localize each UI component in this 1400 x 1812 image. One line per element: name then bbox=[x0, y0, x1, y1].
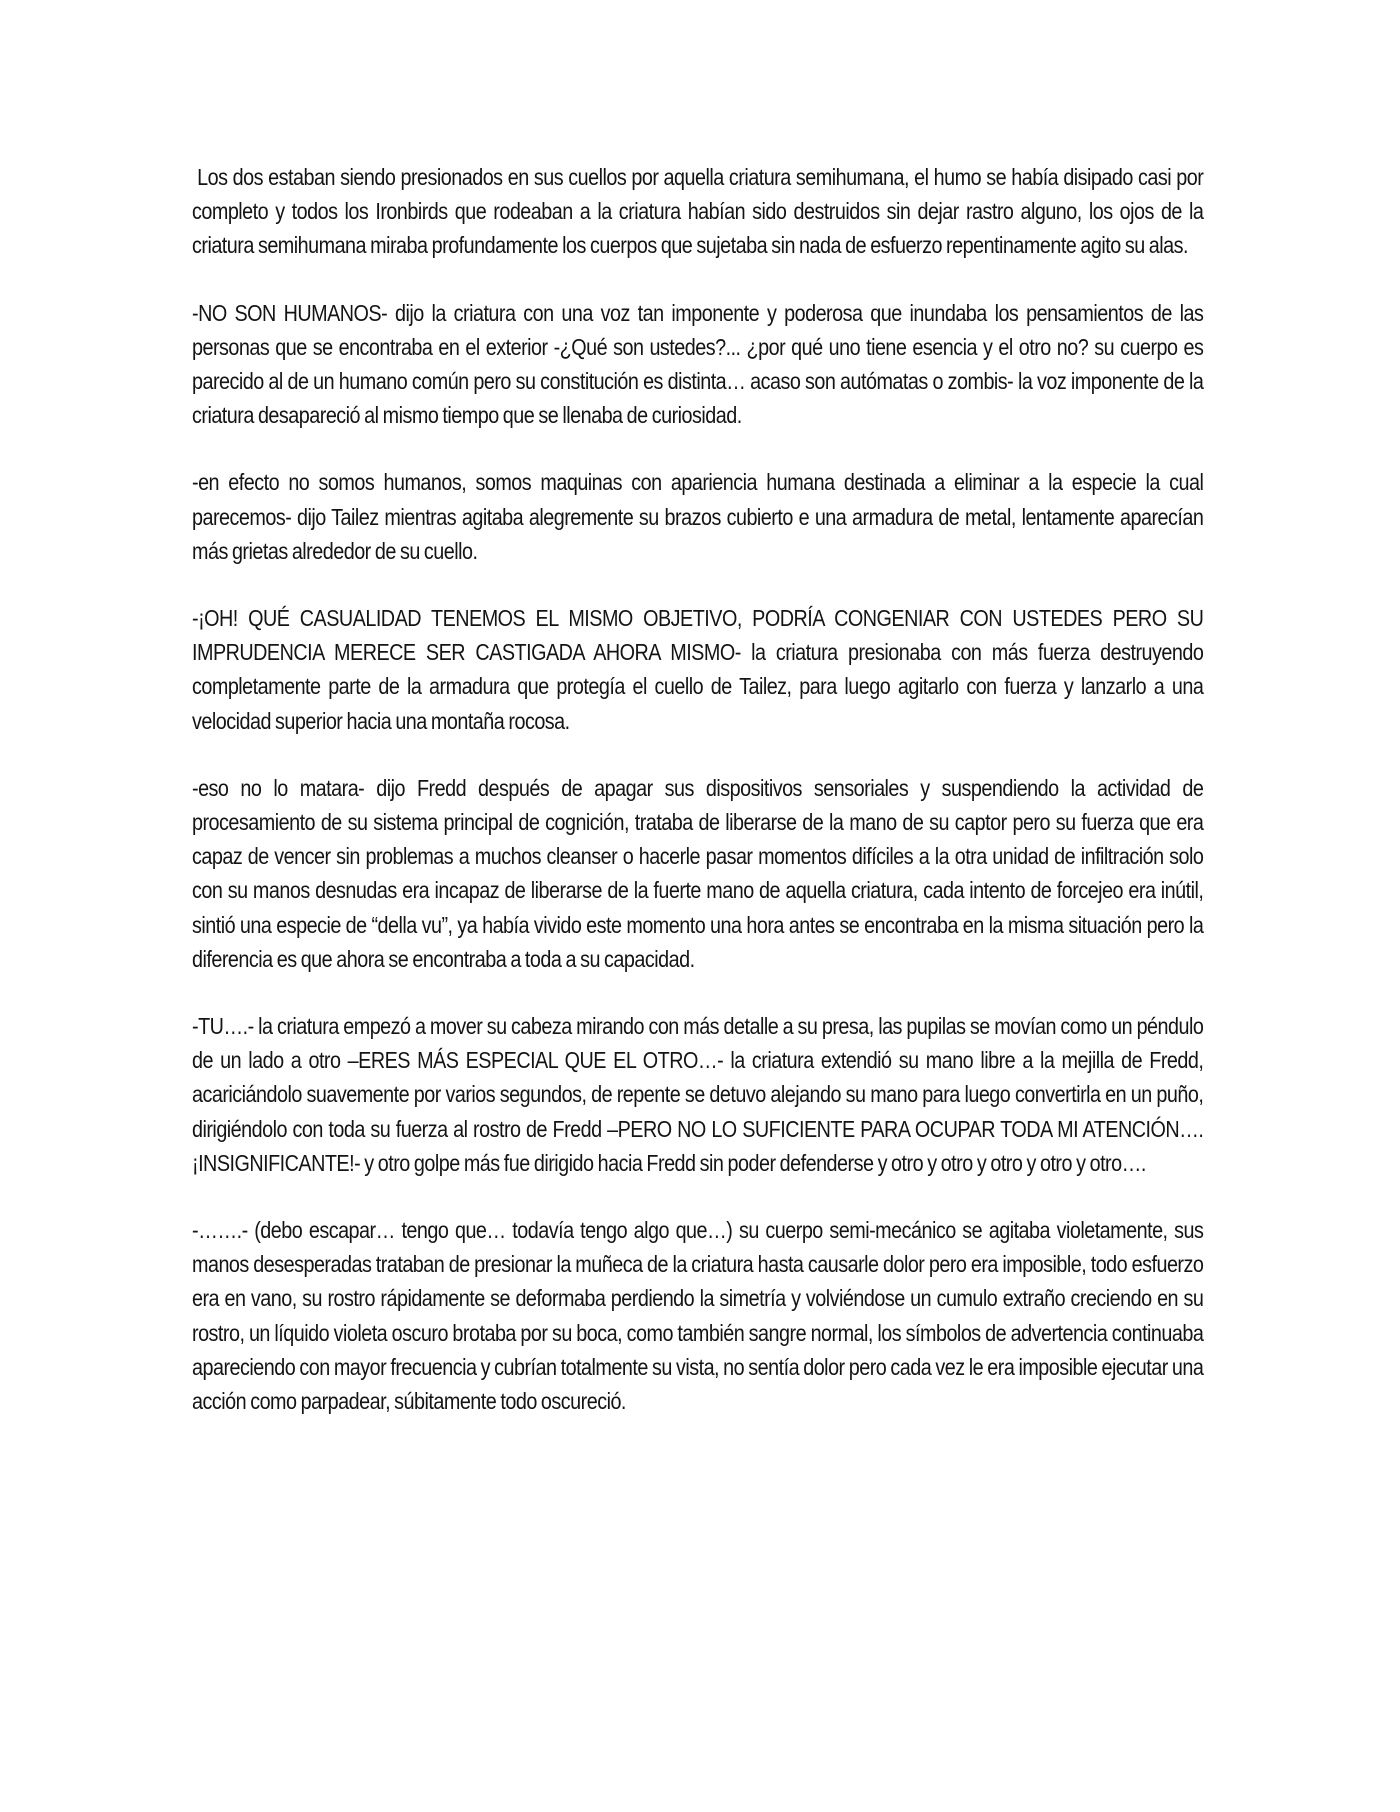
paragraph-2: -NO SON HUMANOS- dijo la criatura con una voz tan imponente y poderosa que inundaba los pensamientos de las personas que se encontraba en el exterior -¿Qué son ustedes?... ¿por qué uno tiene esencia y el otro no? su cuerpo es parecido al de un humano común pero su constitución es distinta… acaso son autómatas o zombis- la voz imponente de la criatura desapareció al mismo tiempo que se llenaba de curiosidad. bbox=[192, 299, 1204, 429]
paragraph-6: -TU….- la criatura empezó a mover su cabeza mirando con más detalle a su presa, las pupilas se movían como un péndulo de un lado a otro –ERES MÁS ESPECIAL QUE EL OTRO…- la criatura extendió su mano libre a la mejilla de Fredd, acariciándolo suavemente por varios segundos, de repente se detuvo alejando su mano para luego convertirla en un puño, dirigiéndolo con toda su fuerza al rostro de Fredd –PERO NO LO SUFICIENTE PARA OCUPAR TODA MI ATENCIÓN…. ¡INSIGNIFICANTE!- y otro golpe más fue dirigido hacia Fredd sin poder defenderse y otro y otro y otro y otro y otro…. bbox=[192, 1013, 1204, 1176]
paragraph-5: -eso no lo matara- dijo Fredd después de apagar sus dispositivos sensoriales y suspendiendo la actividad de procesamiento de su sistema principal de cognición, trataba de liberarse de la mano de su captor pero su fuerza que era capaz de vencer sin problemas a muchos cleanser o hacerle pasar momentos difíciles a la otra unidad de infiltración solo con su manos desnudas era incapaz de liberarse de la fuerte mano de aquella criatura, cada intento de forcejeo era inútil, sintió una especie de “della vu”, ya había vivido este momento una hora antes se encontraba en la misma situación pero la diferencia es que ahora se encontraba a toda a su capacidad. bbox=[192, 774, 1204, 972]
paragraph-7: -…….- (debo escapar… tengo que… todavía tengo algo que…) su cuerpo semi-mecánico se agitaba violetamente, sus manos desesperadas trataban de presionar la muñeca de la criatura hasta causarle dolor pero era imposible, todo esfuerzo era en vano, su rostro rápidamente se deformaba perdiendo la simetría y volviéndose un cumulo extraño creciendo en su rostro, un líquido violeta oscuro brotaba por su boca, como también sangre normal, los símbolos de advertencia continuaba apareciendo con mayor frecuencia y cubrían totalmente su vista, no sentía dolor pero cada vez le era imposible ejecutar una acción como parpadear, súbitamente todo oscureció. bbox=[192, 1217, 1204, 1415]
paragraph-1: Los dos estaban siendo presionados en sus cuellos por aquella criatura semihumana, el humo se había disipado casi por completo y todos los Ironbirds que rodeaban a la criatura habían sido destruidos sin dejar rastro alguno, los ojos de la criatura semihumana miraba profundamente los cuerpos que sujetaba sin nada de esfuerzo repentinamente agito su alas. bbox=[192, 164, 1204, 259]
paragraph-4: -¡OH! QUÉ CASUALIDAD TENEMOS EL MISMO OBJETIVO, PODRÍA CONGENIAR CON USTEDES PERO SU IMPRUDENCIA MERECE SER CASTIGADA AHORA MISMO- la criatura presionaba con más fuerza destruyendo completamente parte de la armadura que protegía el cuello de Tailez, para luego agitarlo con fuerza y lanzarlo a una velocidad superior hacia una montaña rocosa. bbox=[192, 605, 1204, 734]
paragraph-3: -en efecto no somos humanos, somos maquinas con apariencia humana destinada a eliminar a la especie la cual parecemos- dijo Tailez mientras agitaba alegremente su brazos cubierto e una armadura de metal, lentamente aparecían más grietas alrededor de su cuello. bbox=[192, 469, 1204, 564]
document-page bbox=[192, 160, 1204, 1451]
